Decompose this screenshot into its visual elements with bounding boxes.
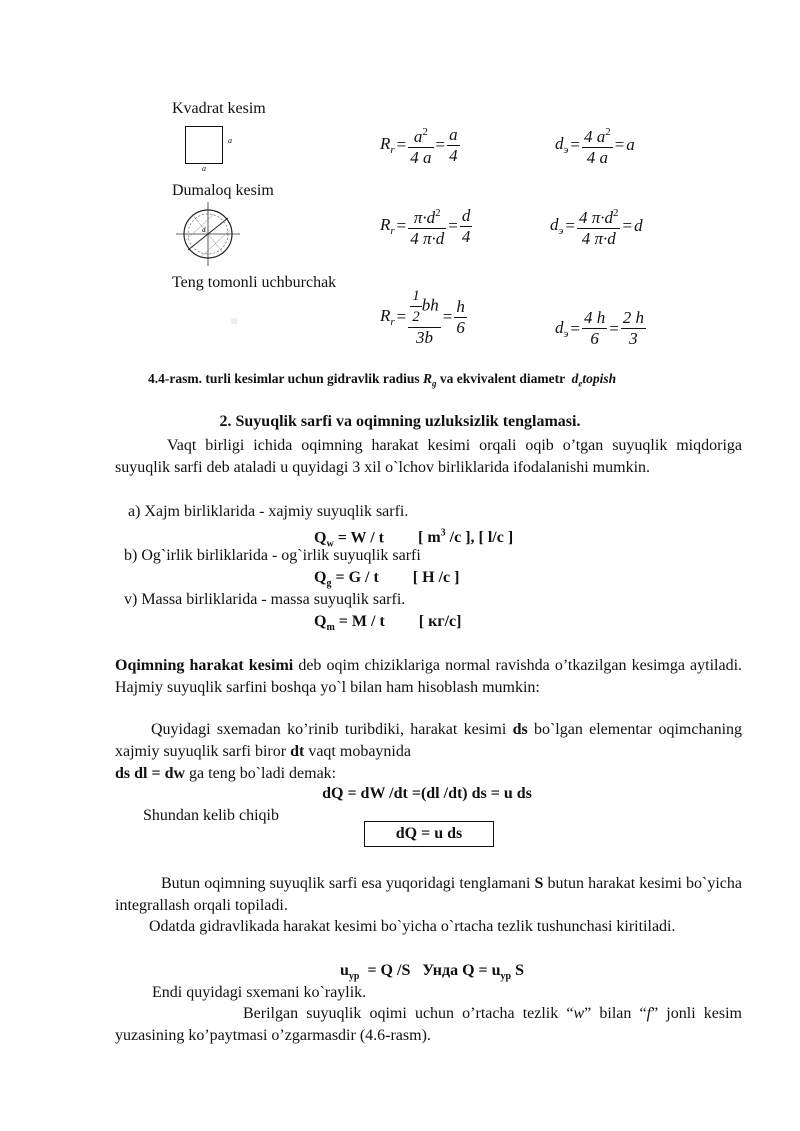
circle-section-label: Dumaloq kesim (172, 182, 274, 199)
triangle-R-formula: $R_r$ = $\frac{1}{2}$ bh 3b = $\frac{h}{6}$ (380, 288, 465, 347)
square-section-figure (185, 126, 223, 164)
equation-average-velocity: $u_{yp} = Q$ /S Унда $Q = u_{yp}$ S (339, 962, 525, 983)
square-section-label: Kvadrat kesim (172, 100, 266, 117)
equation-mass-flow: $Q_m = M / t$ [ кг/c] (314, 613, 462, 634)
square-d-formula: $d_э$ = $\frac{4 a^2}{4 a}$ = a (555, 122, 635, 168)
paragraph-elementary-flow: Quyidagi sxemadan ko’rinib turibdiki, harakat kesimi ds bo`lgan elementar oqimchaning xajmiy suyuqlik sarfi biror dt vaqt mobaynida (115, 721, 743, 760)
item-a: a) Xajm birliklarida - xajmiy suyuqlik sarfi. (128, 503, 409, 520)
circle-d-formula: $d_э$ = $\frac{4 \pi\cdot d^2}{4 \pi\cdot d}$ = d (550, 203, 643, 249)
paragraph-constant-product: Berilgan suyuqlik oqimi uchun o’rtacha tezlik “w” bilan “f” jonli kesim yuzasining ko’paytmasi o’zgarmasdir (4.6-rasm). (115, 1005, 742, 1044)
circle-section-figure (174, 200, 242, 268)
section-heading: 2. Suyuqlik sarfi va oqimning uzluksizlik tenglamasi. (219, 413, 581, 430)
item-b: b) Og`irlik birliklarida - og`irlik suyuqlik sarfi (124, 547, 421, 564)
equation-weight-flow: $Q_g = G / t$ [ H /c ] (314, 569, 460, 590)
triangle-d-formula: $d_э$ = $\frac{4 h}{6}$ = $\frac{2 h}{3}$ (555, 308, 645, 348)
item-v: v) Massa birliklarida - massa suyuqlik sarfi. (124, 591, 406, 608)
paragraph-flow-section: Oqimning harakat kesimi deb oqim chiziklariga normal ravishda o’tkazilgan kesimga aytiladi. Hajmiy suyuqlik sarfini boshqa yo`l bilan ham hisoblash mumkin: (115, 657, 743, 696)
equation-dQ: dQ = dW /dt =(dl /dt) ds = u ds (322, 785, 532, 802)
boxed-equation-text: dQ = u ds (395, 825, 463, 842)
paragraph-integration: Butun oqimning suyuqlik sarfi esa yuqoridagi tenglamani S butun harakat kesimi bo`yicha integrallash orqali topiladi. (115, 875, 742, 914)
boxed-equation (364, 821, 494, 847)
square-side-label: a (228, 136, 232, 145)
paragraph-dw: ds dl = dw ga teng bo`ladi demak: (115, 765, 337, 782)
circle-d-label: d (202, 226, 206, 234)
equation-volume-flow: $Q_w = W / t$ [ $m^3$ /c ], [ l/c ] (314, 528, 514, 550)
figure-caption: 4.4-rasm. turli kesimlar uchun gidravlik radius $R_g$ va ekvivalent diametr $d_etopish$ (148, 371, 617, 389)
shundan-text: Shundan kelib chiqib (143, 807, 279, 824)
triangle-section-label: Teng tomonli uchburchak (172, 274, 337, 291)
paragraph-next-scheme: Endi quyidagi sxemani ko`raylik. (152, 984, 367, 1001)
paragraph-intro: Vaqt birligi ichida oqimning harakat kesimi orqali oqib o’tgan suyuqlik miqdoriga suyuqlik sarfi deb ataladi u quyidagi 3 xil o`lchov birliklarida ifodalanishi mumkin. (115, 437, 742, 476)
circle-R-formula: $R_r$ = $\frac{\pi\cdot d^2}{4 \pi\cdot d}$ = $\frac{d}{4}$ (380, 203, 472, 249)
triangle-placeholder-mark (231, 318, 237, 324)
paragraph-average-velocity: Odatda gidravlikada harakat kesimi bo`yicha o`rtacha tezlik tushunchasi kiritiladi. (149, 918, 676, 935)
square-bottom-label: a (202, 164, 206, 173)
square-R-formula: $R_r$ = $\frac{a^2}{4 a}$ = $\frac{a}{4}$ (380, 122, 460, 168)
